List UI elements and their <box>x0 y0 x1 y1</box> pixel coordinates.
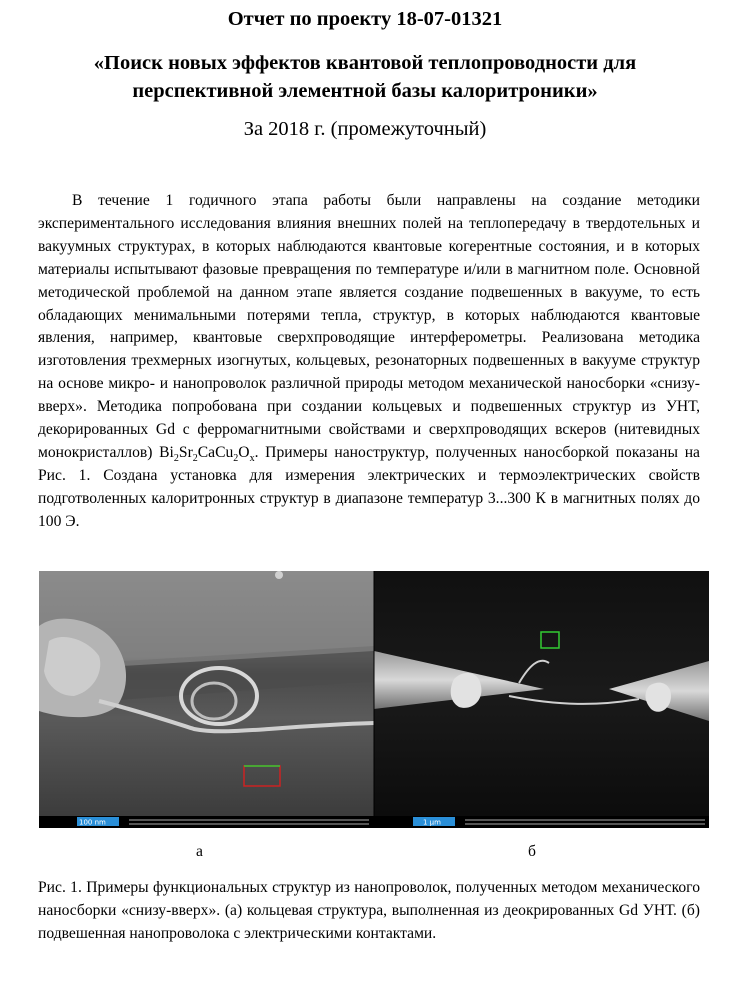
sem-figure <box>39 571 709 828</box>
report-period: За 2018 г. (промежуточный) <box>243 118 487 140</box>
figure-label-a: а <box>196 843 203 860</box>
report-title: Отчет по проекту 18-07-01321 <box>227 8 503 30</box>
scale-bar-a: 100 nm <box>79 818 106 827</box>
body-paragraph <box>38 190 700 534</box>
sem-info-bar-a <box>39 816 374 828</box>
chemical-formula: $Bi_2Sr_2CaCu_2O_x$ <box>159 443 255 465</box>
figure-label-b: б <box>528 843 536 860</box>
body-text-part1: В течение 1 годичного этапа работы были направлены на создание методики экспериментального исследования влияния внешних полей на теплопередачу в твердотельных и вакуумных структурах, в которых наблюдаются квантовые когерентные состояния, и в которых материалы испытывают фазовые превращения по температуре и/или в магнитном поле. Основной методической проблемой на данном этапе является создание подвешенных в вакууме, то есть обладающих менимальными потерями тепла, структур, в которых наблюдаются квантовые явления, например, квантовые сверхпроводящие интерферометры. Реализована методика изготовления трехмерных изогнутых, кольцевых, резонаторных подвешенных в вакууме структур на основе микро- и нанопроволок различной природы методом механической наносборки «снизу-вверх». Методика попробована при создании кольцевых и подвешенных структур из УНТ, декорированных Gd с ферромагнитными свойствами и сверхпроводящих вскеров (нитевидных монокристаллов) <box>38 192 700 461</box>
project-name: «Поиск новых эффектов квантовой теплопроводности для перспективной элементной базы калоритроники» <box>93 52 637 102</box>
body-text-part2: . Примеры наноструктур, полученных наносборкой показаны на Рис. 1. Создана установка для измерения электрических и термоэлектрических свойств подготволенных калоритронных структур в диапазоне температур 3...300 К в магнитных полях до 100 Э. <box>38 443 700 530</box>
sem-image-a <box>39 571 374 816</box>
sem-info-bar-b <box>375 816 709 828</box>
figure-caption: Рис. 1. Примеры функциональных структур из нанопроволок, полученных методом механического наносборки «снизу-вверх». (а) кольцевая структура, выполненная из деокрированных Gd УНТ. (б) подвешенная нанопроволока с электрическими контактами. <box>38 879 700 942</box>
sem-image-b <box>374 571 709 816</box>
scale-bar-b: 1 μm <box>423 818 441 827</box>
